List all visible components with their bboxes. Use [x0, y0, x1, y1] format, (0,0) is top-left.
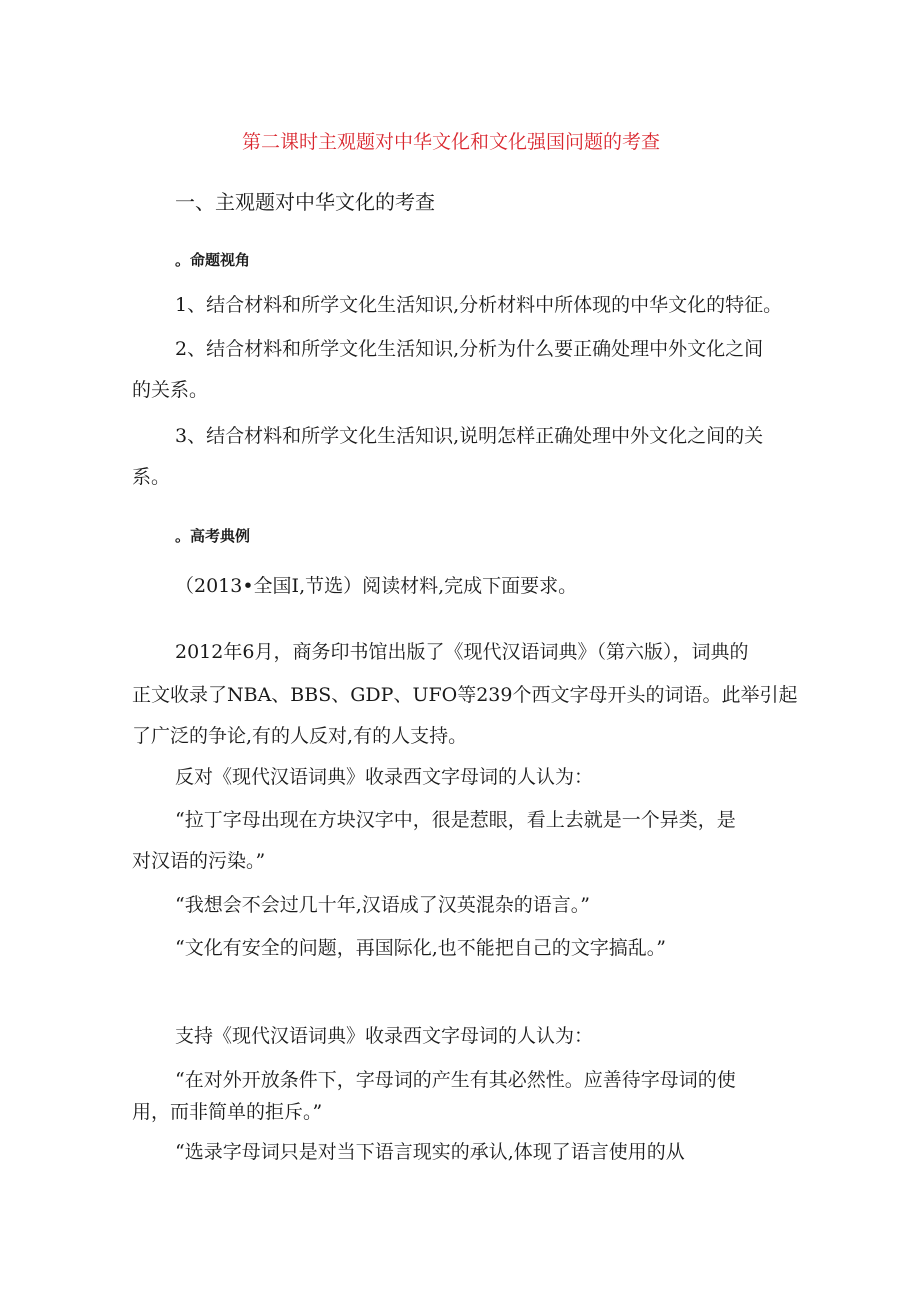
paragraph-line: 反对《现代汉语词典》收录西文字母词的人认为： [175, 766, 594, 788]
quote-line: “拉丁字母出现在方块汉字中，很是惹眼，看上去就是一个异类，是 [175, 809, 736, 831]
list-item: 3、结合材料和所学文化生活知识,说明怎样正确处理中外文化之间的关 [175, 425, 764, 447]
paragraph-line: 2012年6月，商务印书馆出版了《现代汉语词典》（第六版），词典的 [175, 641, 749, 663]
paragraph-line: 支持《现代汉语词典》收录西文字母词的人认为： [175, 1025, 594, 1047]
list-item: 2、结合材料和所学文化生活知识,分析为什么要正确处理中外文化之间 [175, 338, 764, 360]
quote-line: 对汉语的污染。” [132, 850, 266, 872]
quote-line: “文化有安全的问题，再国际化,也不能把自己的文字搞乱。” [175, 937, 666, 959]
quote-line: “选录字母词只是对当下语言现实的承认,体现了语言使用的从 [175, 1141, 685, 1163]
list-item-continuation: 的关系。 [132, 379, 209, 401]
example-heading: 。高考典例 [175, 527, 251, 545]
perspective-heading: 。命题视角 [175, 251, 251, 269]
page-title: 第二课时主观题对中华文化和文化强国问题的考查 [242, 131, 661, 153]
quote-line: “在对外开放条件下，字母词的产生有其必然性。应善待字母词的使 [175, 1069, 736, 1091]
source-line: （2013•全国I,节选）阅读材料,完成下面要求。 [175, 575, 578, 597]
section-heading: 一、主观题对中华文化的考查 [175, 190, 435, 214]
list-item: 1、结合材料和所学文化生活知识,分析材料中所体现的中华文化的特征。 [175, 294, 783, 316]
paragraph-line: 了广泛的争论,有的人反对,有的人支持。 [132, 725, 468, 747]
quote-line: 用，而非简单的拒斥。” [132, 1101, 323, 1123]
list-item-continuation: 系。 [132, 466, 171, 488]
paragraph-line: 正文收录了NBA、BBS、GDP、UFO等239个西文字母开头的词语。此举引起 [132, 684, 798, 706]
quote-line: “我想会不会过几十年,汉语成了汉英混杂的语言。” [175, 894, 590, 916]
